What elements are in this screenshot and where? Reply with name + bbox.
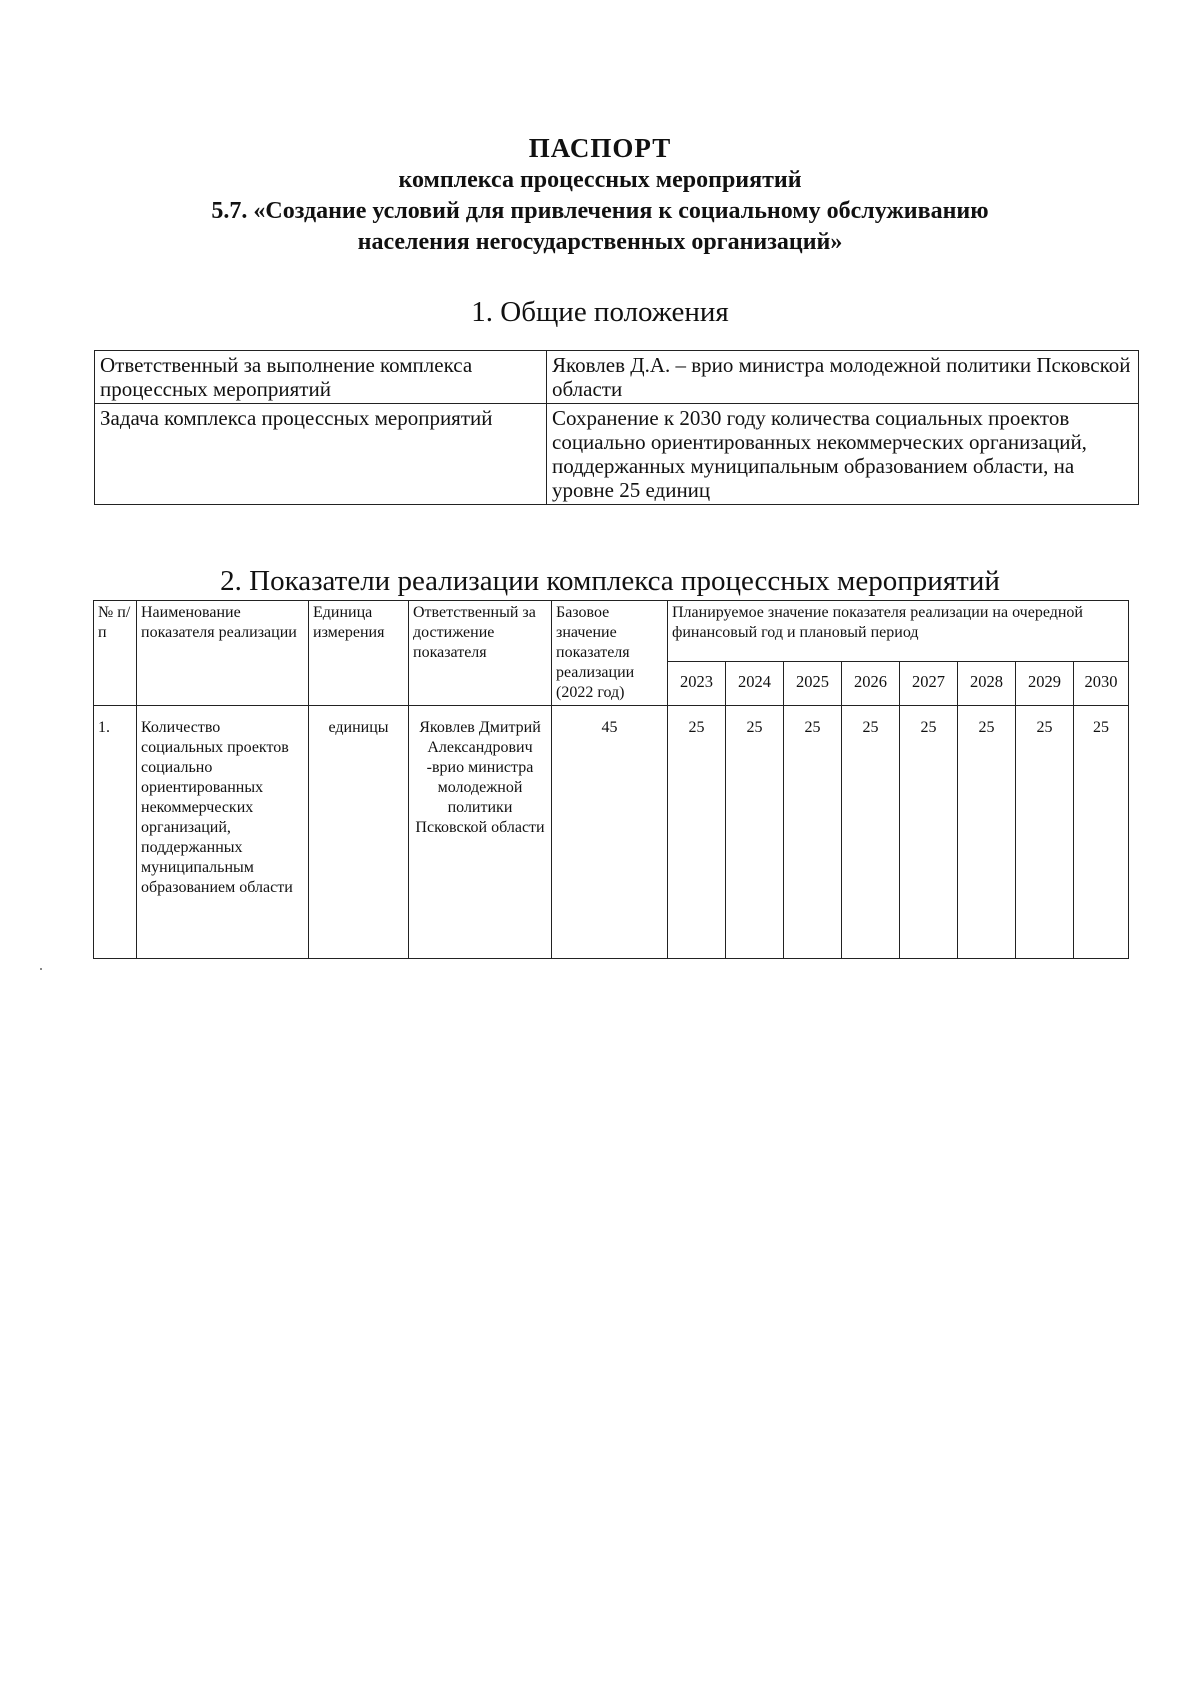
row-value: Яковлев Д.А. – врио министра молодежной политики Псковской области	[547, 351, 1139, 404]
header-row	[94, 601, 1129, 662]
row-label: Ответственный за выполнение комплекса процессных мероприятий	[95, 351, 547, 404]
header-responsible: Ответственный за достижение показателя	[409, 601, 552, 706]
table-row	[95, 404, 1139, 505]
indicators-table	[93, 600, 1129, 959]
row-year-value: 25	[668, 706, 726, 959]
row-name: Количество социальных проектов социально ориентированных некоммерческих организаций, поддержанных муниципальным образованием области	[137, 706, 309, 959]
year-cell: 2024	[726, 662, 784, 706]
row-label: Задача комплекса процессных мероприятий	[95, 404, 547, 505]
row-year-value: 25	[842, 706, 900, 959]
section-1-heading: 1. Общие положения	[471, 296, 729, 328]
year-cell: 2025	[784, 662, 842, 706]
row-responsible: Яковлев Дмитрий Александрович -врио министра молодежной политики Псковской области	[409, 706, 552, 959]
year-cell: 2026	[842, 662, 900, 706]
header-planned: Планируемое значение показателя реализации на очередной финансовый год и плановый период	[668, 601, 1129, 662]
section-2-heading: 2. Показатели реализации комплекса процессных мероприятий	[220, 565, 1000, 597]
table-row	[95, 351, 1139, 404]
year-cell: 2030	[1074, 662, 1129, 706]
row-unit: единицы	[309, 706, 409, 959]
row-year-value: 25	[726, 706, 784, 959]
row-base-value: 45	[552, 706, 668, 959]
scan-speck	[40, 968, 42, 970]
title-line-4: населения негосударственных организаций»	[357, 229, 843, 255]
year-cell: 2028	[958, 662, 1016, 706]
row-value: Сохранение к 2030 году количества социальных проектов социально ориентированных некоммерческих организаций, поддержанных муниципальным образованием области, на уровне 25 единиц	[547, 404, 1139, 505]
row-year-value: 25	[958, 706, 1016, 959]
row-year-value: 25	[900, 706, 958, 959]
header-name: Наименование показателя реализации	[137, 601, 309, 706]
title-line-3: 5.7. «Создание условий для привлечения к социальному обслуживанию	[211, 198, 989, 224]
document-title	[0, 132, 1200, 258]
row-year-value: 25	[1074, 706, 1129, 959]
row-year-value: 25	[1016, 706, 1074, 959]
title-line-2: комплекса процессных мероприятий	[398, 167, 802, 193]
header-unit: Единица измерения	[309, 601, 409, 706]
general-provisions-table	[94, 350, 1139, 505]
header-num: № п/п	[94, 601, 137, 706]
year-cell: 2023	[668, 662, 726, 706]
table-row	[94, 706, 1129, 959]
header-base: Базовое значение показателя реализации (2022 год)	[552, 601, 668, 706]
row-num: 1.	[94, 706, 137, 959]
year-cell: 2027	[900, 662, 958, 706]
row-year-value: 25	[784, 706, 842, 959]
title-line-1: ПАСПОРТ	[528, 133, 672, 163]
year-cell: 2029	[1016, 662, 1074, 706]
